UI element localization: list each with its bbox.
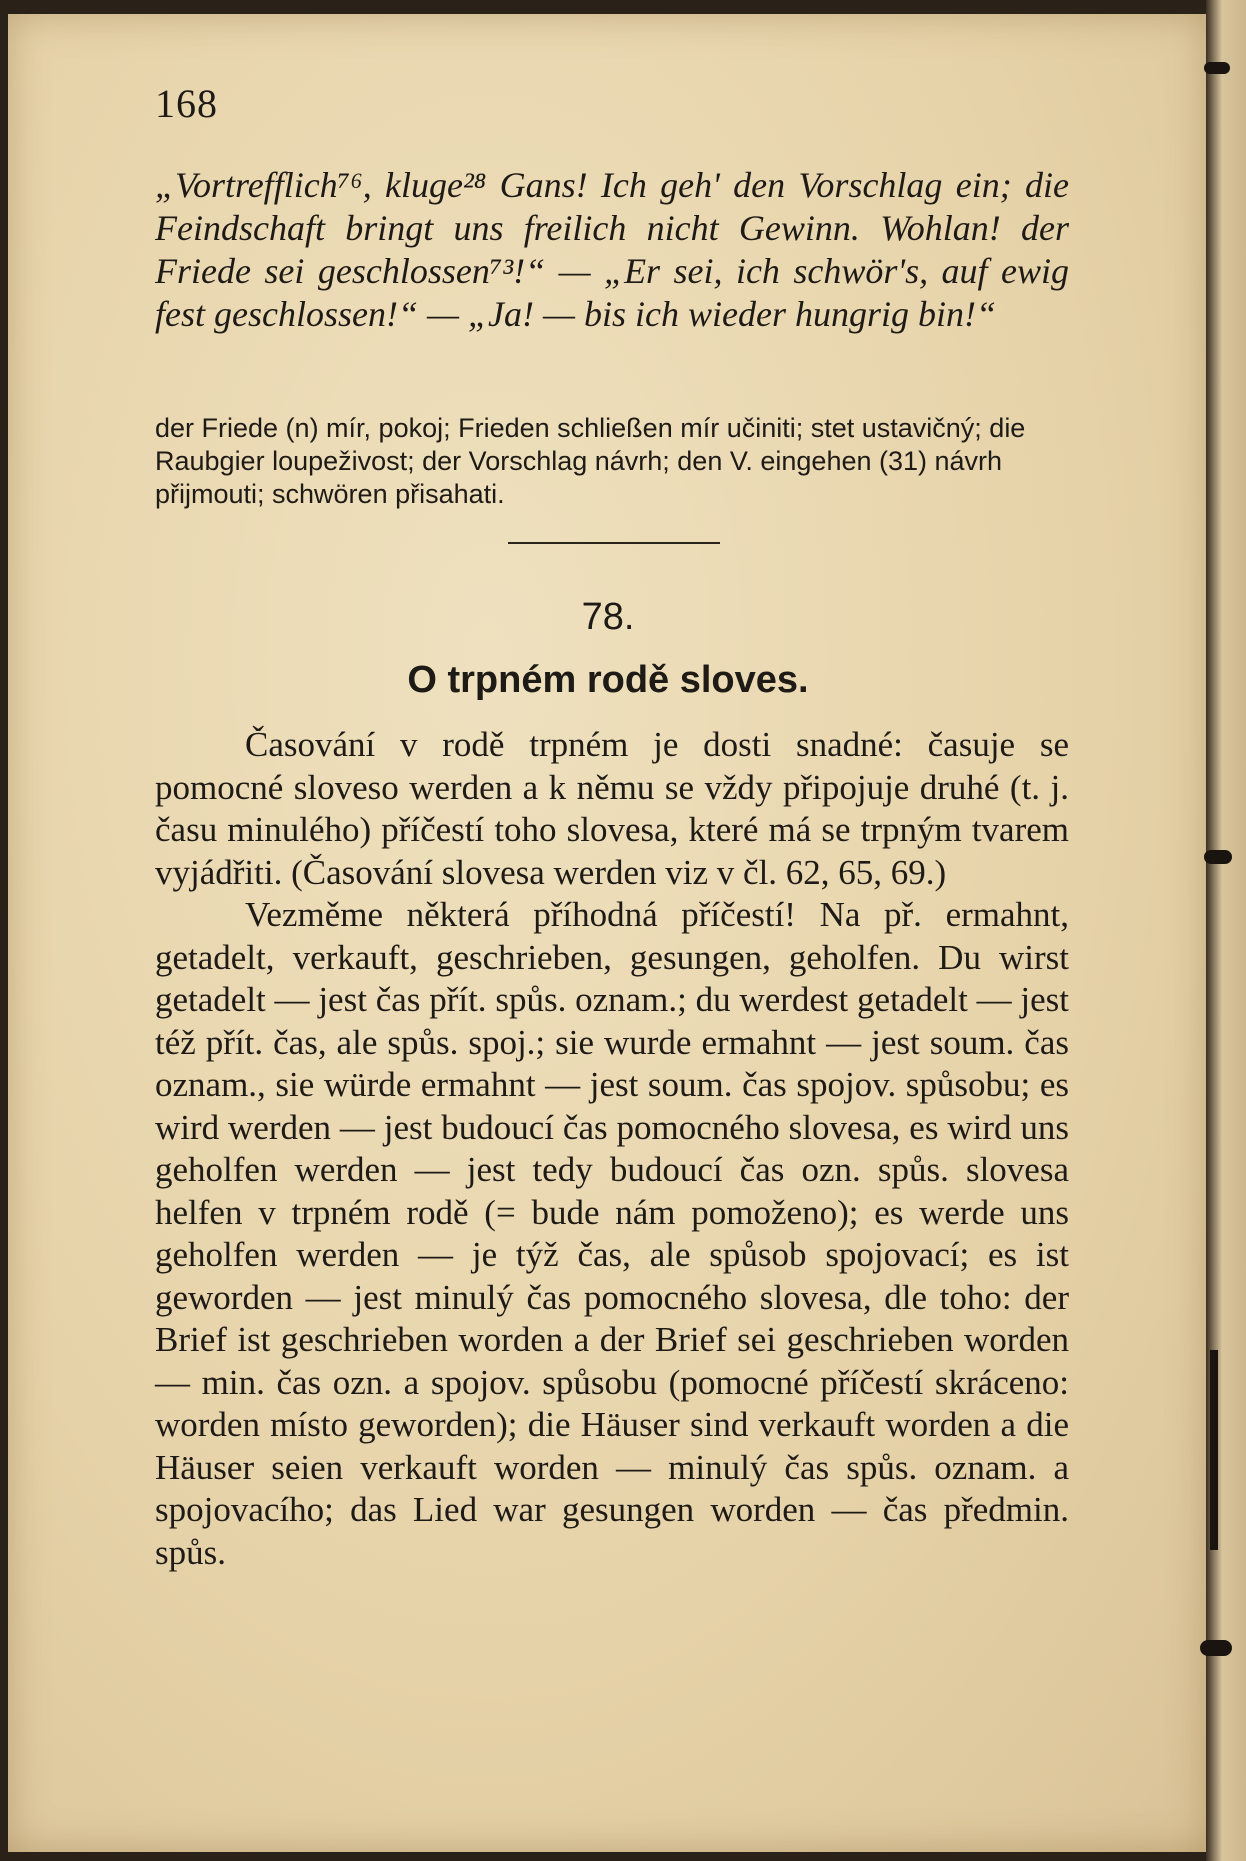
body-paragraph-2: Vezměme některá příhodná příčestí! Na př. ermahnt, getadelt, verkauft, geschrieben, gesungen, geholfen. Du wirst getadelt — jest čas přít. spůs. oznam.; du werdest getadelt — jest též přít. čas, ale spůs. spoj.; sie wurde ermahnt — jest soum. čas oznam., sie würde ermahnt — jest soum. čas spojov. spůsobu; es wird werden — jest budoucí čas pomocného slovesa, es wird uns geholfen werden — jest tedy budoucí čas ozn. spůs. slovesa helfen v trpném rodě (= bude nám pomoženo); es werde uns geholfen werden — je týž čas, ale spůsob spojovací; es ist geworden — jest minulý čas pomocného slovesa, dle toho: der Brief ist geschrieben worden a der Brief sei geschrieben worden — min. čas ozn. a spojov. spůsobu (pomocné příčestí skráceno: worden místo geworden); die Häuser sind verkauft worden a die Häuser seien verkauft worden — minulý čas spůs. oznam. a spojovacího; das Lied war gesungen worden — čas předmin. spůs.	[155, 895, 1069, 1572]
vocabulary-notes	[155, 412, 1069, 511]
margin-mark	[1210, 1350, 1218, 1550]
section-number: 78.	[581, 596, 635, 638]
page-edge	[1206, 0, 1246, 1861]
book-page	[8, 14, 1208, 1852]
margin-mark	[1204, 850, 1232, 864]
body-paragraph-1: Časování v rodě trpném je dosti snadné: časuje se pomocné sloveso werden a k němu se vždy připojuje druhé (t. j. času minulého) příčestí toho slovesa, které má se trpným tvarem vyjádřiti. (Časování slovesa werden viz v čl. 62, 65, 69.)	[155, 725, 1069, 892]
margin-mark	[1200, 1640, 1232, 1656]
margin-mark	[1204, 62, 1230, 74]
page-number: 168	[155, 81, 218, 126]
vocabulary-text: der Friede (n) mír, pokoj; Frieden schließen mír učiniti; stet ustavičný; die Raubgier loupeživost; der Vorschlag návrh; den V. eingehen (31) návrh přijmouti; schwören přisahati.	[155, 413, 1026, 509]
section-body	[155, 724, 1069, 1574]
fable-verse	[155, 164, 1069, 336]
verse-paragraph: „Vortrefflich⁷⁶, kluge²⁸ Gans! Ich geh' den Vorschlag ein; die Feindschaft bringt uns freilich nicht Gewinn. Wohlan! der Friede sei geschlossen⁷³!“ — „Er sei, ich schwör's, auf ewig fest geschlossen!“ — „Ja! — bis ich wieder hungrig bin!“	[155, 165, 1069, 334]
section-divider	[508, 542, 720, 544]
section-title: O trpném rodě sloves.	[407, 659, 809, 701]
